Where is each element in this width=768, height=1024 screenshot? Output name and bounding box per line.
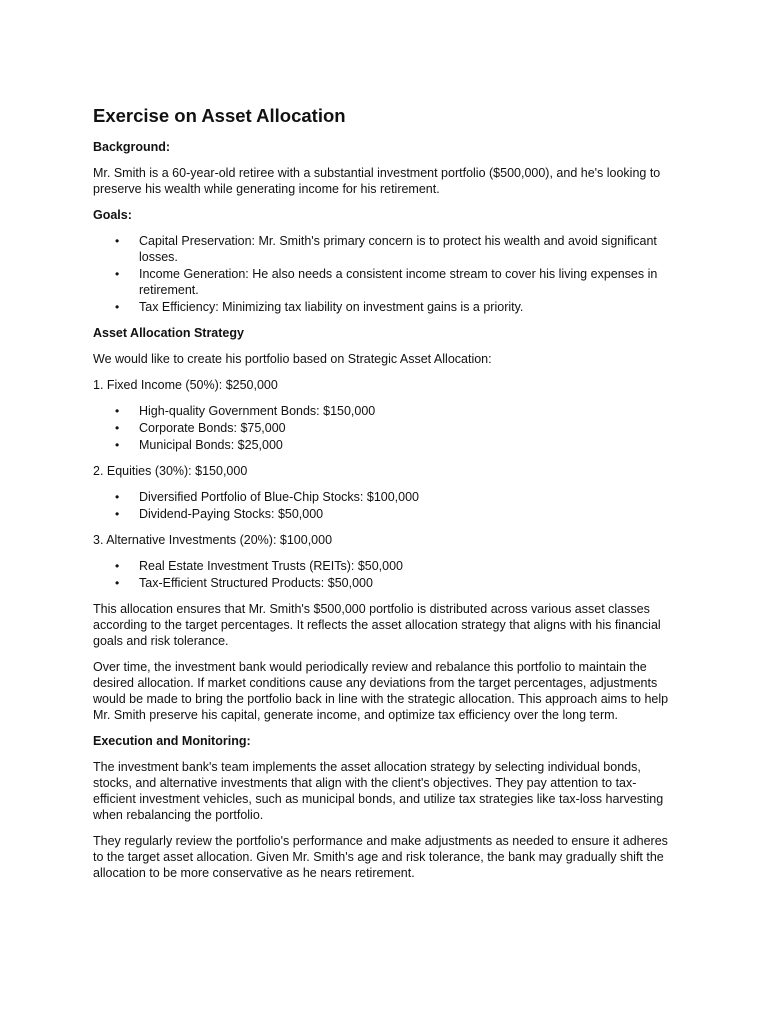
equities-label: 2. Equities (30%): $150,000 [93,464,248,478]
fixed-income-list [93,403,676,453]
goals-list [93,233,676,315]
goals-heading: Goals: [93,208,132,222]
bullet-icon: • [115,234,120,248]
allocation-text: Corporate Bonds: $75,000 [139,421,286,435]
bullet-icon: • [115,576,120,590]
bullet-icon: • [115,438,120,452]
bullet-icon: • [115,507,120,521]
allocation-text: Diversified Portfolio of Blue-Chip Stocks: $100,000 [139,490,420,504]
document-title: Exercise on Asset Allocation [93,105,346,126]
bullet-icon: • [115,267,120,281]
goal-text: Income Generation: He also needs a consistent income stream to cover his living expenses in retirement. [139,267,658,297]
fixed-income-label: 1. Fixed Income (50%): $250,000 [93,378,278,392]
list-item [93,489,676,505]
execution-paragraph-1: The investment bank's team implements the asset allocation strategy by selecting individual bonds, stocks, and alternative investments that align with the client's objectives. They pay attention to tax-efficient investment vehicles, such as municipal bonds, and utilize tax strategies like tax-loss harvesting when rebalancing the portfolio. [93,760,664,822]
allocation-text: Municipal Bonds: $25,000 [139,438,283,452]
allocation-text: Tax-Efficient Structured Products: $50,000 [139,576,373,590]
goal-text: Capital Preservation: Mr. Smith's primary concern is to protect his wealth and avoid significant losses. [139,234,657,264]
bullet-icon: • [115,421,120,435]
alternatives-label: 3. Alternative Investments (20%): $100,000 [93,533,333,547]
list-item [93,575,676,591]
bullet-icon: • [115,404,120,418]
bullet-icon: • [115,490,120,504]
list-item [93,299,676,315]
list-item [93,506,676,522]
strategy-heading: Asset Allocation Strategy [93,326,244,340]
list-item [93,558,676,574]
allocation-text: High-quality Government Bonds: $150,000 [139,404,376,418]
background-paragraph: Mr. Smith is a 60-year-old retiree with a substantial investment portfolio ($500,000), and he's looking to preserve his wealth while generating income for his retirement. [93,166,661,196]
background-heading: Background: [93,140,171,154]
goal-text: Tax Efficiency: Minimizing tax liability on investment gains is a priority. [139,300,524,314]
equities-list [93,489,676,522]
allocation-text: Real Estate Investment Trusts (REITs): $50,000 [139,559,404,573]
allocation-summary: This allocation ensures that Mr. Smith's $500,000 portfolio is distributed across various asset classes according to the target percentages. It reflects the asset allocation strategy that aligns with his financial goals and risk tolerance. [93,602,661,648]
alternatives-list [93,558,676,591]
strategy-intro: We would like to create his portfolio based on Strategic Asset Allocation: [93,352,492,366]
list-item [93,403,676,419]
rebalance-paragraph: Over time, the investment bank would periodically review and rebalance this portfolio to maintain the desired allocation. If market conditions cause any deviations from the target percentages, adjustments would be made to bring the portfolio back in line with the strategic allocation. This approach aims to help Mr. Smith preserve his capital, generate income, and optimize tax efficiency over the long term. [93,660,669,722]
allocation-text: Dividend-Paying Stocks: $50,000 [139,507,324,521]
list-item [93,233,676,265]
list-item [93,266,676,298]
execution-heading: Execution and Monitoring: [93,734,251,748]
list-item [93,437,676,453]
execution-paragraph-2: They regularly review the portfolio's performance and make adjustments as needed to ensure it adheres to the target asset allocation. Given Mr. Smith's age and risk tolerance, the bank may gradually shift the allocation to be more conservative as he nears retirement. [93,834,668,880]
list-item [93,420,676,436]
bullet-icon: • [115,559,120,573]
bullet-icon: • [115,300,120,314]
